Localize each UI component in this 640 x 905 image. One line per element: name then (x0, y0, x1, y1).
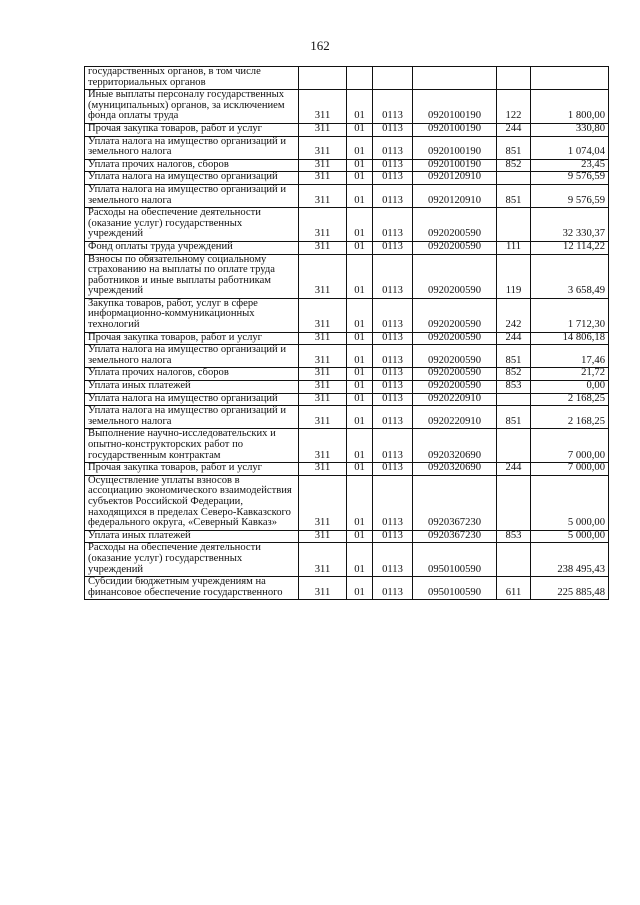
expense-type-cell (497, 475, 531, 530)
expense-type-cell: 851 (497, 184, 531, 207)
target-article-cell: 0920220910 (413, 393, 497, 406)
table-row (85, 475, 609, 530)
section-code-cell: 01 (347, 136, 373, 159)
section-code-cell: 01 (347, 298, 373, 332)
amount-cell: 14 806,18 (531, 332, 609, 345)
table-row (85, 406, 609, 429)
subsection-code-cell (373, 67, 413, 90)
item-name-cell: Уплата прочих налогов, сборов (85, 159, 299, 172)
table-row (85, 208, 609, 242)
subsection-code-cell: 0113 (373, 241, 413, 254)
table-row (85, 67, 609, 90)
target-article-cell: 0950100590 (413, 577, 497, 600)
admin-code-cell: 311 (299, 345, 347, 368)
section-code-cell: 01 (347, 172, 373, 185)
admin-code-cell: 311 (299, 463, 347, 476)
item-name-cell: Взносы по обязательному социальному страхованию на выплаты по оплате труда работников и иные выплаты работникам учреждений (85, 254, 299, 298)
subsection-code-cell: 0113 (373, 184, 413, 207)
subsection-code-cell: 0113 (373, 136, 413, 159)
table-row (85, 463, 609, 476)
budget-table (84, 66, 609, 600)
amount-cell: 23,45 (531, 159, 609, 172)
amount-cell: 5 000,00 (531, 475, 609, 530)
subsection-code-cell: 0113 (373, 90, 413, 124)
admin-code-cell (299, 67, 347, 90)
table-row (85, 90, 609, 124)
target-article-cell: 0920220910 (413, 406, 497, 429)
target-article-cell: 0920100190 (413, 90, 497, 124)
item-name-cell: Прочая закупка товаров, работ и услуг (85, 463, 299, 476)
section-code-cell: 01 (347, 184, 373, 207)
admin-code-cell: 311 (299, 159, 347, 172)
subsection-code-cell: 0113 (373, 368, 413, 381)
target-article-cell: 0920200590 (413, 368, 497, 381)
table-row (85, 381, 609, 394)
admin-code-cell: 311 (299, 475, 347, 530)
section-code-cell: 01 (347, 332, 373, 345)
amount-cell: 330,80 (531, 123, 609, 136)
target-article-cell: 0920200590 (413, 332, 497, 345)
expense-type-cell: 853 (497, 381, 531, 394)
subsection-code-cell: 0113 (373, 530, 413, 543)
amount-cell: 1 074,04 (531, 136, 609, 159)
item-name-cell: государственных органов, в том числе территориальных органов (85, 67, 299, 90)
expense-type-cell (497, 429, 531, 463)
amount-cell: 3 658,49 (531, 254, 609, 298)
table-row (85, 543, 609, 577)
expense-type-cell: 852 (497, 368, 531, 381)
section-code-cell: 01 (347, 159, 373, 172)
table-row (85, 136, 609, 159)
target-article-cell: 0920367230 (413, 475, 497, 530)
table-row (85, 332, 609, 345)
admin-code-cell: 311 (299, 172, 347, 185)
table-row (85, 241, 609, 254)
target-article-cell: 0920200590 (413, 298, 497, 332)
subsection-code-cell: 0113 (373, 406, 413, 429)
item-name-cell: Уплата прочих налогов, сборов (85, 368, 299, 381)
expense-type-cell (497, 67, 531, 90)
expense-type-cell: 119 (497, 254, 531, 298)
item-name-cell: Расходы на обеспечение деятельности (оказание услуг) государственных учреждений (85, 543, 299, 577)
expense-type-cell: 851 (497, 345, 531, 368)
expense-type-cell: 851 (497, 406, 531, 429)
admin-code-cell: 311 (299, 429, 347, 463)
expense-type-cell: 853 (497, 530, 531, 543)
expense-type-cell: 611 (497, 577, 531, 600)
amount-cell: 21,72 (531, 368, 609, 381)
target-article-cell: 0920320690 (413, 463, 497, 476)
subsection-code-cell: 0113 (373, 298, 413, 332)
expense-type-cell (497, 393, 531, 406)
expense-type-cell: 851 (497, 136, 531, 159)
table-row (85, 123, 609, 136)
target-article-cell: 0920100190 (413, 159, 497, 172)
amount-cell: 2 168,25 (531, 406, 609, 429)
expense-type-cell: 242 (497, 298, 531, 332)
expense-type-cell: 122 (497, 90, 531, 124)
amount-cell: 7 000,00 (531, 429, 609, 463)
table-row (85, 345, 609, 368)
section-code-cell: 01 (347, 543, 373, 577)
section-code-cell: 01 (347, 368, 373, 381)
target-article-cell: 0920200590 (413, 345, 497, 368)
admin-code-cell: 311 (299, 332, 347, 345)
subsection-code-cell: 0113 (373, 208, 413, 242)
section-code-cell: 01 (347, 429, 373, 463)
admin-code-cell: 311 (299, 577, 347, 600)
target-article-cell: 0920100190 (413, 136, 497, 159)
item-name-cell: Фонд оплаты труда учреждений (85, 241, 299, 254)
table-row (85, 254, 609, 298)
section-code-cell: 01 (347, 393, 373, 406)
expense-type-cell: 244 (497, 463, 531, 476)
subsection-code-cell: 0113 (373, 429, 413, 463)
subsection-code-cell: 0113 (373, 381, 413, 394)
target-article-cell: 0920200590 (413, 241, 497, 254)
admin-code-cell: 311 (299, 208, 347, 242)
amount-cell: 9 576,59 (531, 184, 609, 207)
table-row (85, 393, 609, 406)
section-code-cell (347, 67, 373, 90)
expense-type-cell: 244 (497, 332, 531, 345)
amount-cell: 238 495,43 (531, 543, 609, 577)
section-code-cell: 01 (347, 475, 373, 530)
admin-code-cell: 311 (299, 530, 347, 543)
section-code-cell: 01 (347, 254, 373, 298)
item-name-cell: Уплата налога на имущество организаций и земельного налога (85, 406, 299, 429)
item-name-cell: Уплата налога на имущество организаций (85, 172, 299, 185)
amount-cell (531, 67, 609, 90)
target-article-cell: 0920120910 (413, 172, 497, 185)
item-name-cell: Уплата налога на имущество организаций (85, 393, 299, 406)
expense-type-cell: 244 (497, 123, 531, 136)
amount-cell: 17,46 (531, 345, 609, 368)
admin-code-cell: 311 (299, 184, 347, 207)
admin-code-cell: 311 (299, 381, 347, 394)
subsection-code-cell: 0113 (373, 159, 413, 172)
amount-cell: 0,00 (531, 381, 609, 394)
subsection-code-cell: 0113 (373, 543, 413, 577)
section-code-cell: 01 (347, 90, 373, 124)
target-article-cell (413, 67, 497, 90)
item-name-cell: Осуществление уплаты взносов в ассоциацию экономического взаимодействия субъектов Российской Федерации, находящихся в пределах Северо-Кавказского федерального округа, «Северный Кавказ» (85, 475, 299, 530)
admin-code-cell: 311 (299, 123, 347, 136)
budget-table-body (85, 67, 609, 600)
target-article-cell: 0920200590 (413, 254, 497, 298)
item-name-cell: Уплата налога на имущество организаций и земельного налога (85, 345, 299, 368)
amount-cell: 7 000,00 (531, 463, 609, 476)
table-row (85, 577, 609, 600)
admin-code-cell: 311 (299, 241, 347, 254)
section-code-cell: 01 (347, 381, 373, 394)
target-article-cell: 0920367230 (413, 530, 497, 543)
item-name-cell: Уплата налога на имущество организаций и земельного налога (85, 184, 299, 207)
subsection-code-cell: 0113 (373, 345, 413, 368)
target-article-cell: 0920320690 (413, 429, 497, 463)
section-code-cell: 01 (347, 345, 373, 368)
subsection-code-cell: 0113 (373, 254, 413, 298)
amount-cell: 225 885,48 (531, 577, 609, 600)
item-name-cell: Прочая закупка товаров, работ и услуг (85, 123, 299, 136)
target-article-cell: 0920100190 (413, 123, 497, 136)
target-article-cell: 0920120910 (413, 184, 497, 207)
table-row (85, 172, 609, 185)
section-code-cell: 01 (347, 463, 373, 476)
item-name-cell: Уплата налога на имущество организаций и земельного налога (85, 136, 299, 159)
amount-cell: 1 800,00 (531, 90, 609, 124)
table-row (85, 184, 609, 207)
subsection-code-cell: 0113 (373, 123, 413, 136)
admin-code-cell: 311 (299, 90, 347, 124)
amount-cell: 12 114,22 (531, 241, 609, 254)
amount-cell: 9 576,59 (531, 172, 609, 185)
amount-cell: 5 000,00 (531, 530, 609, 543)
expense-type-cell: 111 (497, 241, 531, 254)
table-row (85, 429, 609, 463)
item-name-cell: Уплата иных платежей (85, 530, 299, 543)
item-name-cell: Закупка товаров, работ, услуг в сфере информационно-коммуникационных технологий (85, 298, 299, 332)
section-code-cell: 01 (347, 577, 373, 600)
amount-cell: 2 168,25 (531, 393, 609, 406)
subsection-code-cell: 0113 (373, 463, 413, 476)
table-row (85, 159, 609, 172)
section-code-cell: 01 (347, 208, 373, 242)
admin-code-cell: 311 (299, 406, 347, 429)
admin-code-cell: 311 (299, 368, 347, 381)
expense-type-cell: 852 (497, 159, 531, 172)
table-row (85, 530, 609, 543)
page-number: 162 (310, 38, 330, 53)
subsection-code-cell: 0113 (373, 172, 413, 185)
admin-code-cell: 311 (299, 136, 347, 159)
item-name-cell: Иные выплаты персоналу государственных (муниципальных) органов, за исключением фонда оплаты труда (85, 90, 299, 124)
subsection-code-cell: 0113 (373, 332, 413, 345)
expense-type-cell (497, 543, 531, 577)
expense-type-cell (497, 172, 531, 185)
section-code-cell: 01 (347, 123, 373, 136)
admin-code-cell: 311 (299, 393, 347, 406)
item-name-cell: Прочая закупка товаров, работ и услуг (85, 332, 299, 345)
section-code-cell: 01 (347, 406, 373, 429)
subsection-code-cell: 0113 (373, 577, 413, 600)
admin-code-cell: 311 (299, 298, 347, 332)
item-name-cell: Субсидии бюджетным учреждениям на финансовое обеспечение государственного (85, 577, 299, 600)
target-article-cell: 0920200590 (413, 208, 497, 242)
item-name-cell: Расходы на обеспечение деятельности (оказание услуг) государственных учреждений (85, 208, 299, 242)
amount-cell: 32 330,37 (531, 208, 609, 242)
subsection-code-cell: 0113 (373, 393, 413, 406)
amount-cell: 1 712,30 (531, 298, 609, 332)
table-row (85, 368, 609, 381)
expense-type-cell (497, 208, 531, 242)
subsection-code-cell: 0113 (373, 475, 413, 530)
target-article-cell: 0950100590 (413, 543, 497, 577)
table-row (85, 298, 609, 332)
section-code-cell: 01 (347, 530, 373, 543)
admin-code-cell: 311 (299, 254, 347, 298)
admin-code-cell: 311 (299, 543, 347, 577)
target-article-cell: 0920200590 (413, 381, 497, 394)
item-name-cell: Выполнение научно-исследовательских и опытно-конструкторских работ по государственным контрактам (85, 429, 299, 463)
section-code-cell: 01 (347, 241, 373, 254)
item-name-cell: Уплата иных платежей (85, 381, 299, 394)
